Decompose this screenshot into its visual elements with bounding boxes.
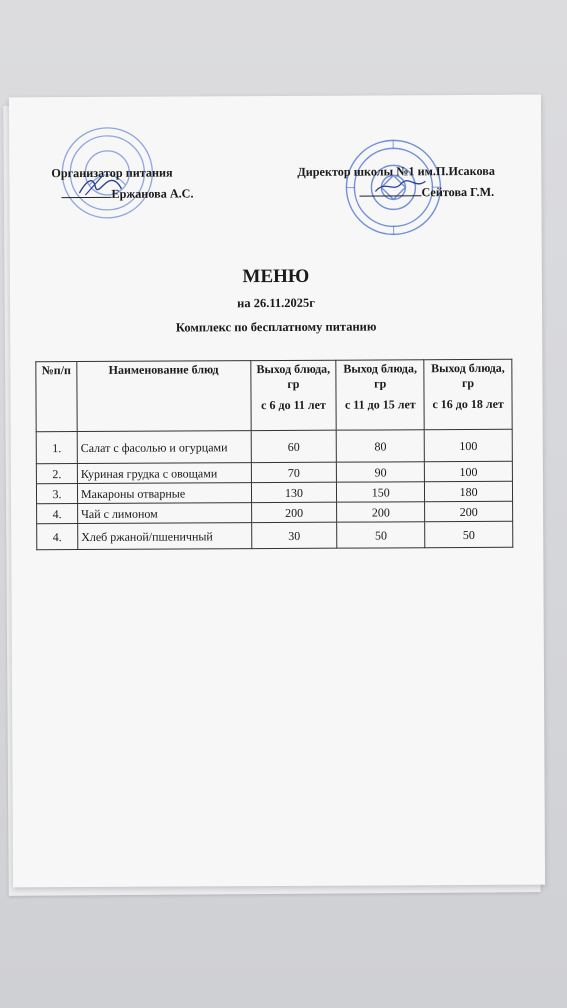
column-header-title: Выход блюда, гр xyxy=(431,360,505,391)
table-header-row xyxy=(36,359,512,431)
organizer-name: Ержанова А.С. xyxy=(111,186,194,201)
table-row xyxy=(36,461,512,483)
portion-16-18: 100 xyxy=(425,461,513,481)
portion-16-18: 180 xyxy=(425,481,513,501)
column-header-age: с 16 до 18 лет xyxy=(432,396,504,412)
director-title: Директор школы №1 им.П.Исакова xyxy=(297,163,495,179)
portion-11-15: 80 xyxy=(337,430,425,462)
portion-16-18: 50 xyxy=(425,521,513,547)
menu-date: на 26.11.2025г xyxy=(237,295,315,311)
portion-11-15: 90 xyxy=(337,462,425,482)
column-header-title: Выход блюда, гр xyxy=(256,361,331,391)
portion-11-15: 50 xyxy=(337,522,425,548)
dish-name: Хлеб ржаной/пшеничный xyxy=(78,523,252,550)
table-row xyxy=(36,481,512,503)
dish-name: Салат с фасолью и огурцами xyxy=(77,431,251,464)
column-header-title: Выход блюда, гр xyxy=(343,361,417,391)
row-number: 3. xyxy=(36,484,77,504)
director-name: Сейтова Г.М. xyxy=(421,184,495,200)
portion-6-11: 200 xyxy=(251,502,337,522)
portion-11-15: 200 xyxy=(337,502,425,522)
dish-name: Куриная грудка с овощами xyxy=(77,463,251,484)
row-number: 1. xyxy=(36,432,77,464)
row-number: 4. xyxy=(37,524,78,550)
portion-6-11: 60 xyxy=(251,430,337,462)
table-row xyxy=(37,501,513,523)
column-header-age: с 6 до 11 лет xyxy=(261,397,326,413)
menu-subtitle: Комплекс по бесплатному питанию xyxy=(175,319,377,335)
table-row xyxy=(36,429,512,463)
portion-11-15: 150 xyxy=(337,482,425,502)
portion-16-18: 100 xyxy=(424,429,512,461)
column-header-age: с 11 до 15 лет xyxy=(344,397,416,412)
portion-16-18: 200 xyxy=(425,501,513,521)
portion-6-11: 130 xyxy=(251,482,337,502)
column-header-num: №п/п xyxy=(36,362,77,432)
column-header-age-11-15 xyxy=(336,360,424,430)
document-title: МЕНЮ xyxy=(242,265,310,288)
organizer-title: Организатор питания xyxy=(51,165,173,181)
organizer-signature xyxy=(75,173,125,199)
row-number: 4. xyxy=(37,504,78,524)
portion-6-11: 70 xyxy=(251,462,337,482)
row-number: 2. xyxy=(36,464,77,484)
dish-name: Макароны отварные xyxy=(77,483,251,504)
dish-name: Чай с лимоном xyxy=(78,503,252,524)
portion-6-11: 30 xyxy=(251,522,337,548)
menu-document xyxy=(9,95,545,888)
column-header-age-16-18 xyxy=(424,359,512,429)
director-signature xyxy=(371,175,429,197)
table-row xyxy=(37,521,513,549)
menu-table xyxy=(35,359,513,550)
column-header-name: Наименование блюд xyxy=(77,361,251,432)
column-header-age-6-11 xyxy=(250,360,336,430)
